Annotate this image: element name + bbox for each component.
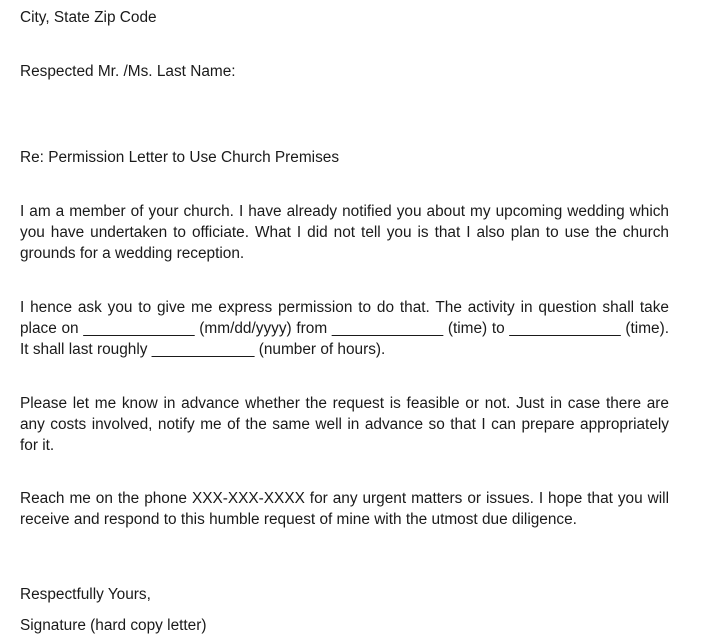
salutation: Respected Mr. /Ms. Last Name: — [20, 63, 236, 80]
paragraph-2: I hence ask you to give me express permission to do that. The activity in question shall take place on _____________ (mm/dd/yyyy) from _____________ (time) to _____________ (time). It shall last roughly ____________ (number of hours). — [20, 299, 669, 358]
paragraph-1: I am a member of your church. I have already notified you about my upcoming wedding which you have undertaken to officiate. What I did not tell you is that I also plan to use the church grounds for a wedding reception. — [20, 203, 669, 262]
paragraph-3: Please let me know in advance whether the request is feasible or not. Just in case there are any costs involved, notify me of the same well in advance so that I can prepare appropriately for it. — [20, 395, 669, 454]
paragraph-4: Reach me on the phone XXX-XXX-XXXX for any urgent matters or issues. I hope that you will receive and respond to this humble request of mine with the utmost due diligence. — [20, 490, 669, 528]
address-line: City, State Zip Code — [20, 9, 157, 26]
signature-line: Signature (hard copy letter) — [20, 617, 207, 634]
closing: Respectfully Yours, — [20, 586, 151, 603]
subject-line: Re: Permission Letter to Use Church Premises — [20, 149, 340, 166]
